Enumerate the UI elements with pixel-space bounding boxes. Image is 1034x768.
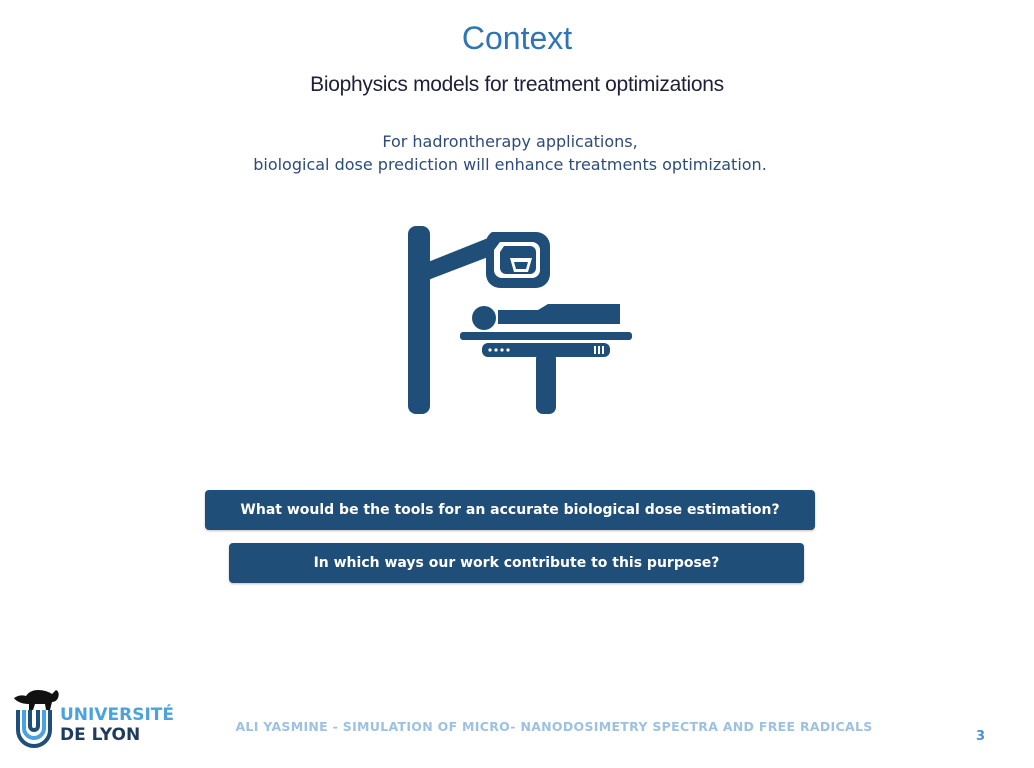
intro-line-2: biological dose prediction will enhance treatments optimization. <box>253 155 767 174</box>
universite-de-lyon-logo <box>12 686 174 758</box>
radiotherapy-machine-icon <box>400 222 640 418</box>
page-number: 3 <box>976 729 986 744</box>
footer-caption: ALI YASMINE - SIMULATION OF MICRO- NANODOSIMETRY SPECTRA AND FREE RADICALS <box>235 719 873 734</box>
logo-text-de-lyon: DE LYON <box>60 725 141 745</box>
slide-subtitle: Biophysics models for treatment optimizations <box>310 73 724 96</box>
intro-text <box>0 130 1020 176</box>
question-button-work-contribution[interactable]: In which ways our work contribute to this purpose? <box>229 543 804 583</box>
question-button-dose-estimation[interactable]: What would be the tools for an accurate biological dose estimation? <box>205 490 815 530</box>
intro-line-1: For hadrontherapy applications, <box>382 132 638 151</box>
slide-title: Context <box>461 20 573 56</box>
logo-text-universite: UNIVERSITÉ <box>60 705 174 725</box>
